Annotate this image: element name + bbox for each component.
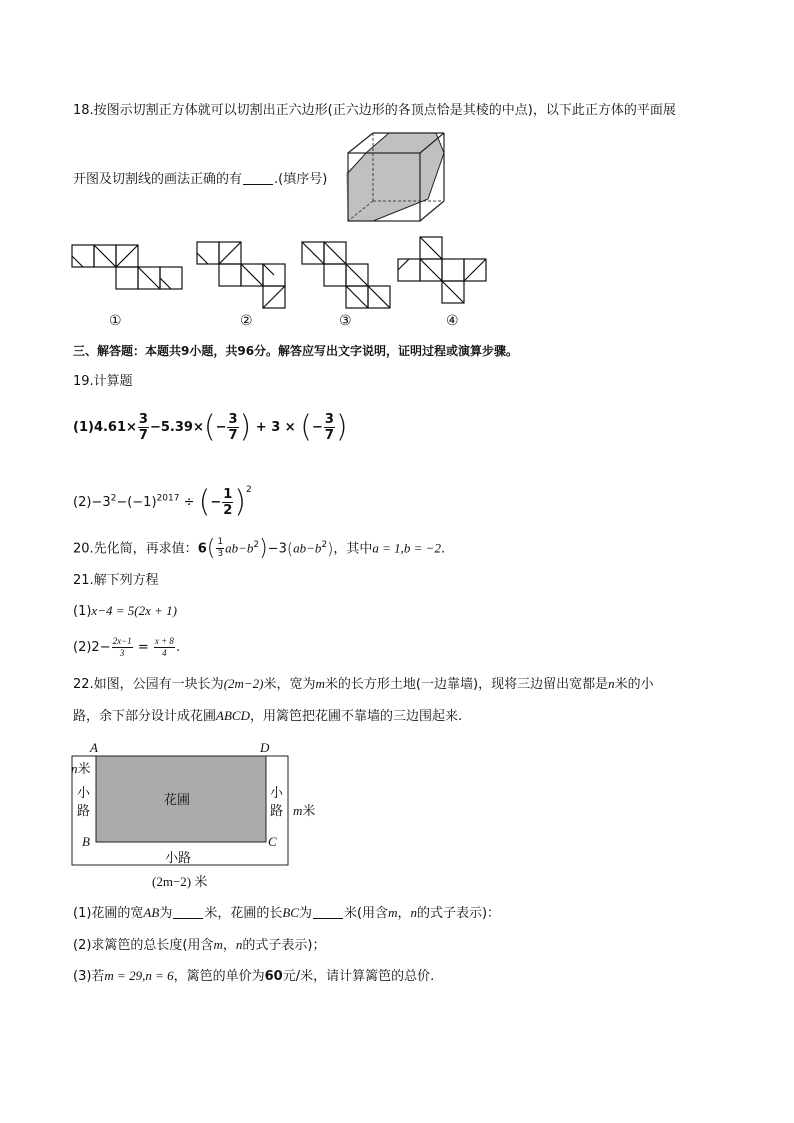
left-path-label-1: 小 [77, 786, 91, 801]
net-label-4: ④ [446, 313, 459, 329]
right-path-label-2: 路 [270, 804, 284, 819]
bottom-path-label: 小路 [165, 851, 192, 866]
q18-line2 [73, 170, 327, 190]
garden-label: 花圃 [164, 793, 191, 808]
q19-part1: (1)4.61× $\frac{3}{7}$ −5.39×(− $\frac{3}{7}$ ) + 3 × (− $\frac{3}{7}$ ) [73, 409, 348, 445]
q21-eq2: (2)2− $\frac{2x-1}{3}$ = $\frac{x + 8}{4}$ . [73, 636, 181, 658]
q19-num: −5.39 [149, 420, 193, 435]
q19-part2: $(2)-3^2-(-1)^{2017}$ ÷ (− $\frac{1}{2}$ )$^2$ [73, 484, 252, 520]
net-3 [302, 240, 402, 310]
right-path-label-1: 小 [270, 786, 284, 801]
q18-text: 开图及切割线的画法正确的有 [73, 172, 243, 187]
net-1 [72, 245, 187, 295]
left-path-label-2: 路 [77, 804, 91, 819]
net-2 [197, 240, 297, 310]
q19-part2-label: (2) [73, 495, 92, 510]
net-label-2: ② [240, 313, 253, 329]
net-4 [398, 237, 493, 307]
answer-blank [243, 170, 273, 185]
q19-num: 4.61 [93, 420, 127, 435]
q21-eq1: (1)x−4 = 5(2x + 1) [73, 603, 177, 619]
label-n-width: n米 [71, 761, 91, 777]
q20: 20.先化简，再求值：6( $\frac{1}{3}$ $ab-b^2)-3(ab-b^2)$，其中a = 1,b = −2. [73, 535, 446, 561]
label-a: A [90, 740, 98, 755]
fraction: $\frac{1}{2}$ [223, 487, 233, 518]
q22-line2: 路，余下部分设计成花圃ABCD，用篱笆把花圃不靠墙的三边围起来. [73, 708, 463, 724]
label-b: B [82, 834, 90, 849]
label-d: D [260, 740, 270, 755]
label-c: C [268, 834, 277, 849]
q19-part1-label: (1) [73, 420, 94, 435]
bottom-dimension: (2m−2) 米 [152, 874, 208, 889]
cube-figure [346, 133, 446, 223]
fraction: $\frac{3}{7}$ [324, 412, 334, 443]
q21-title: 21.解下列方程 [73, 573, 159, 588]
q18-text-end: .(填序号) [274, 172, 328, 187]
section-3-header: 三、解答题：本题共9小题，共96分。解答应写出文字说明，证明过程或演算步骤。 [73, 344, 519, 358]
times-sign: × [192, 420, 204, 435]
times-sign: × [126, 420, 137, 435]
q19-title: 19.计算题 [73, 374, 133, 389]
answer-blank [173, 904, 203, 919]
q18-line1: 18.按图示切割正方体就可以切割出正六边形(正六边形的各顶点恰是其棱的中点)，以下此正方体的平面展 [73, 103, 676, 118]
q22-line1: 22.如图，公园有一块长为(2m−2)米，宽为m米的长方形土地(一边靠墙)，现将三边留出宽都是n米的小 [73, 676, 654, 692]
fraction: $\frac{3}{7}$ [138, 412, 148, 443]
fraction: $\frac{3}{7}$ [228, 412, 238, 443]
q22-sub3: (3)若m = 29,n = 6，篱笆的单价为60元/米，请计算篱笆的总价. [73, 968, 435, 984]
net-label-3: ③ [339, 313, 352, 329]
net-label-1: ① [109, 313, 122, 329]
q22-sub1: (1)花圃的宽AB为 米，花圃的长BC为 米(用含m，n的式子表示)： [73, 905, 501, 921]
answer-blank [313, 904, 343, 919]
label-m-width: m米 [293, 803, 316, 819]
q22-sub2: (2)求篱笆的总长度(用含m，n的式子表示)； [73, 937, 326, 953]
